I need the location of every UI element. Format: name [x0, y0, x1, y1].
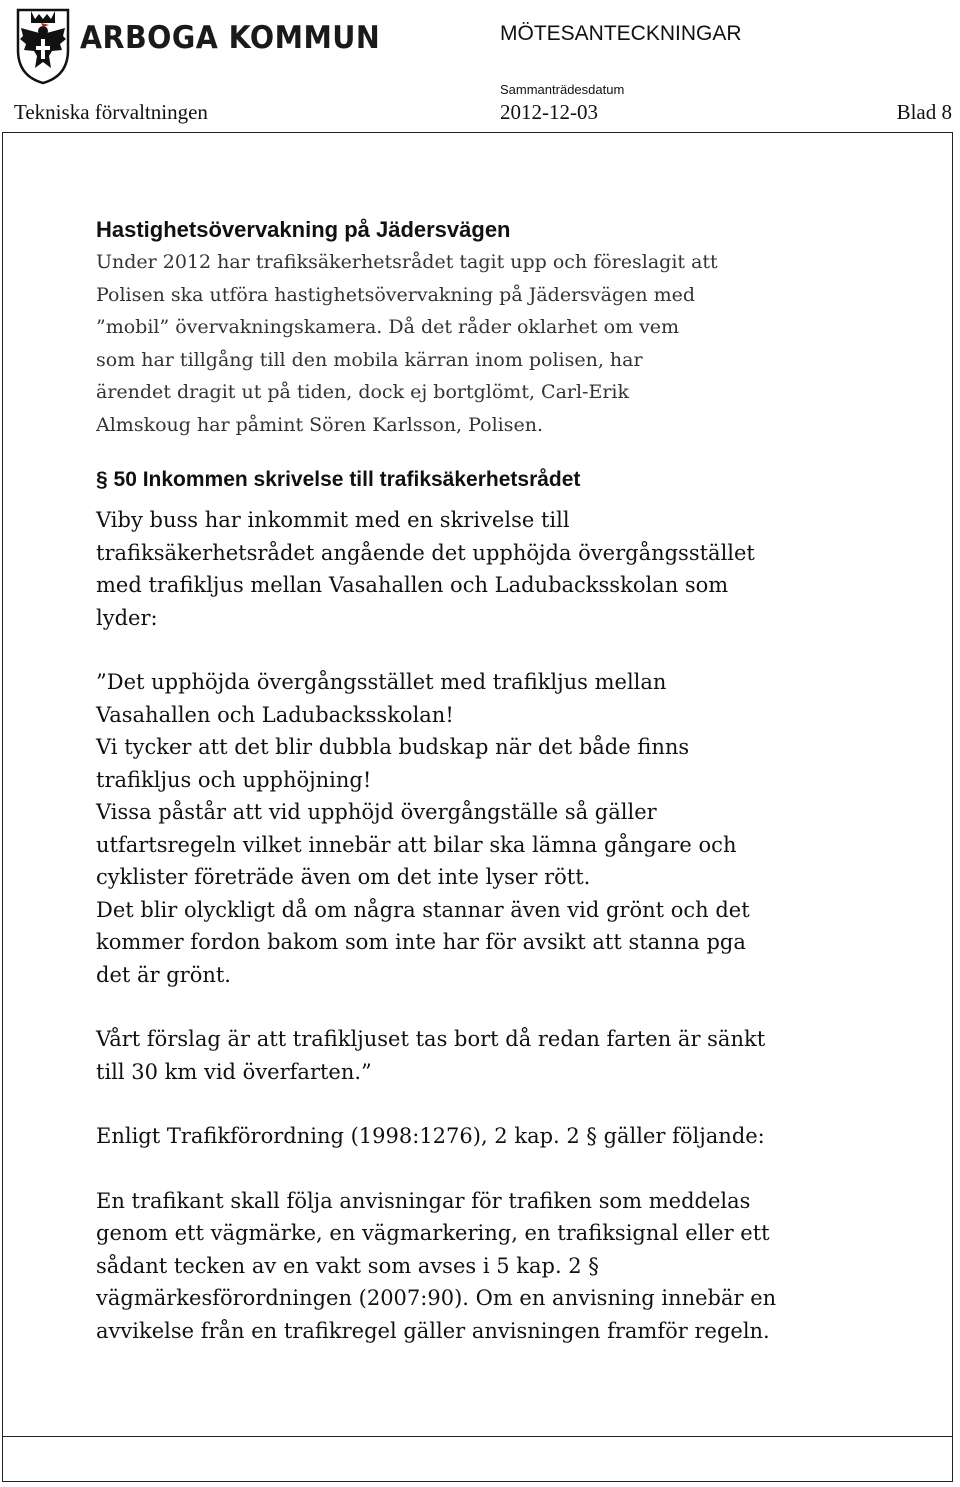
- paragraph-line: Viby buss har inkommit med en skrivelse till: [96, 508, 570, 532]
- paragraph-line: lyder:: [96, 605, 158, 630]
- quote-line: utfartsregeln vilket innebär att bilar ska lämna gångare och: [96, 832, 737, 857]
- paragraph-line: Almskoug har påmint Sören Karlsson, Polisen.: [96, 413, 544, 436]
- law-text-line: avvikelse från en trafikregel gäller anvisningen framför regeln.: [96, 1318, 770, 1343]
- paragraph-line: med trafikljus mellan Vasahallen och Ladubacksskolan som: [96, 573, 729, 597]
- municipality-name: ARBOGA KOMMUN: [80, 20, 381, 56]
- paragraph-line: trafiksäkerhetsrådet angående det upphöjda övergångsstället: [96, 540, 755, 565]
- quote-line: det är grönt.: [96, 962, 231, 987]
- paragraph-line: Polisen ska utföra hastighetsövervakning på Jädersvägen med: [96, 283, 696, 306]
- paragraph-line: Under 2012 har trafiksäkerhetsrådet tagit upp och föreslagit att: [96, 251, 718, 273]
- footer-divider: [2, 1436, 953, 1437]
- quote-line: Vasahallen och Ladubacksskolan!: [96, 702, 454, 727]
- proposal-line: till 30 km vid överfarten.”: [96, 1059, 372, 1084]
- coat-of-arms-eagle-icon: [14, 6, 72, 86]
- law-text-line: En trafikant skall följa anvisningar för trafiken som meddelas: [96, 1188, 751, 1213]
- document-type: MÖTESANTECKNINGAR: [500, 22, 742, 45]
- quote-line: Det blir olyckligt då om några stannar även vid grönt och det: [96, 897, 750, 922]
- page-number: Blad 8: [896, 100, 952, 124]
- meeting-date: 2012-12-03: [500, 100, 598, 124]
- proposal-line: Vårt förslag är att trafikljuset tas bort då redan farten är sänkt: [96, 1027, 766, 1051]
- paragraph-line: som har tillgång till den mobila kärran inom polisen, har: [96, 348, 643, 371]
- quote-line: Vissa påstår att vid upphöjd övergångställe så gäller: [96, 800, 657, 824]
- document-body: [96, 214, 896, 1347]
- quote-line: trafikljus och upphöjning!: [96, 767, 372, 792]
- meeting-date-label: Sammanträdesdatum: [500, 82, 625, 97]
- quote-line: cyklister företräde även om det inte lyser rött.: [96, 865, 591, 889]
- quote-line: kommer fordon bakom som inte har för avsikt att stanna pga: [96, 930, 746, 954]
- department-name: Tekniska förvaltningen: [14, 100, 208, 124]
- quote-line: ”Det upphöjda övergångsstället med trafikljus mellan: [96, 670, 667, 694]
- law-text-line: sådant tecken av en vakt som avses i 5 kap. 2 §: [96, 1253, 599, 1278]
- paragraph-line: ärendet dragit ut på tiden, dock ej bortglömt, Carl-Erik: [96, 381, 630, 403]
- law-text-line: genom ett vägmärke, en vägmarkering, en trafiksignal eller ett: [96, 1221, 770, 1245]
- law-text-line: vägmärkesförordningen (2007:90). Om en anvisning innebär en: [96, 1286, 777, 1310]
- section-heading-letter: § 50 Inkommen skrivelse till trafiksäkerhetsrådet: [96, 468, 581, 491]
- law-reference: Enligt Trafikförordning (1998:1276), 2 kap. 2 § gäller följande:: [96, 1124, 765, 1148]
- paragraph-line: ”mobil” övervakningskamera. Då det råder oklarhet om vem: [96, 316, 680, 338]
- quote-line: Vi tycker att det blir dubbla budskap när det både finns: [96, 735, 690, 759]
- section-heading-speed-monitoring: Hastighetsövervakning på Jädersvägen: [96, 217, 511, 242]
